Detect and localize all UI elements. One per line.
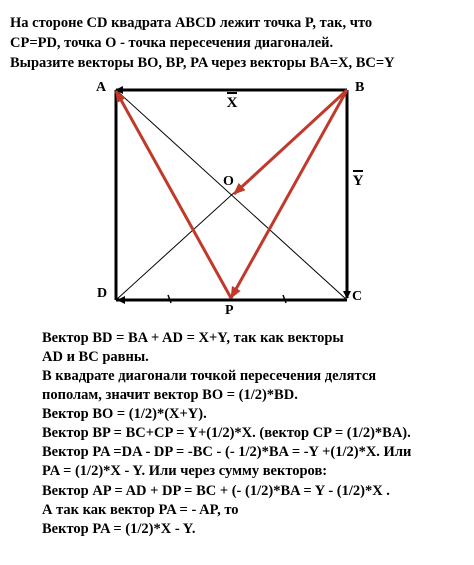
task-line-3: Выразите векторы BO, BP, PA через векторы BA=X, BC=Y (10, 55, 395, 71)
solution-line-3: В квадрате диагонали точкой пересечения делятся (42, 368, 377, 384)
point-label-o: O (223, 174, 234, 189)
solution-line-6: Вектор BP = BC+CP = Y+(1/2)*X. (вектор CP = (1/2)*BA). (42, 425, 411, 441)
vector-label-y-text: Y (352, 173, 364, 189)
solution-line-9: Вектор AP = AD + DP = BC + (- (1/2)*BA = Y - (1/2)*X . (42, 483, 390, 499)
solution-line-10: А так как вектор PA = - AP, то (42, 502, 239, 518)
point-label-a: A (96, 80, 107, 95)
solution-line-4: пополам, значит вектор BO = (1/2)*BD. (42, 387, 298, 403)
solution-line-2: AD и BC равны. (42, 349, 149, 365)
vector-label-x (224, 92, 240, 112)
point-label-c: C (352, 289, 363, 304)
vector-bp (231, 90, 347, 298)
vector-bo (234, 90, 347, 194)
vector-label-x-text: X (226, 95, 238, 111)
solution-line-1: Вектор BD = BA + AD = X+Y, так как векторы (42, 330, 344, 346)
vector-pa (116, 91, 231, 298)
overbar-y (353, 170, 363, 172)
task-line-2: CP=PD, точка O - точка пересечения диагоналей. (10, 35, 334, 51)
vector-label-y (350, 170, 366, 190)
point-label-b: B (355, 80, 365, 95)
task-line-1: На стороне CD квадрата ABCD лежит точка P, так, что (10, 15, 373, 31)
point-label-d: D (97, 286, 108, 301)
solution-line-11: Вектор PA = (1/2)*X - Y. (42, 521, 196, 537)
point-label-p: P (225, 303, 234, 318)
overbar-x (227, 92, 237, 94)
solution-line-7: Вектор PA =DA - DP = -BC - (- 1/2)*BA = -Y +(1/2)*X. Или (42, 444, 412, 460)
solution-line-5: Вектор BO = (1/2)*(X+Y). (42, 406, 207, 422)
solution-line-8: PA = (1/2)*X - Y. Или через сумму векторов: (42, 463, 328, 479)
